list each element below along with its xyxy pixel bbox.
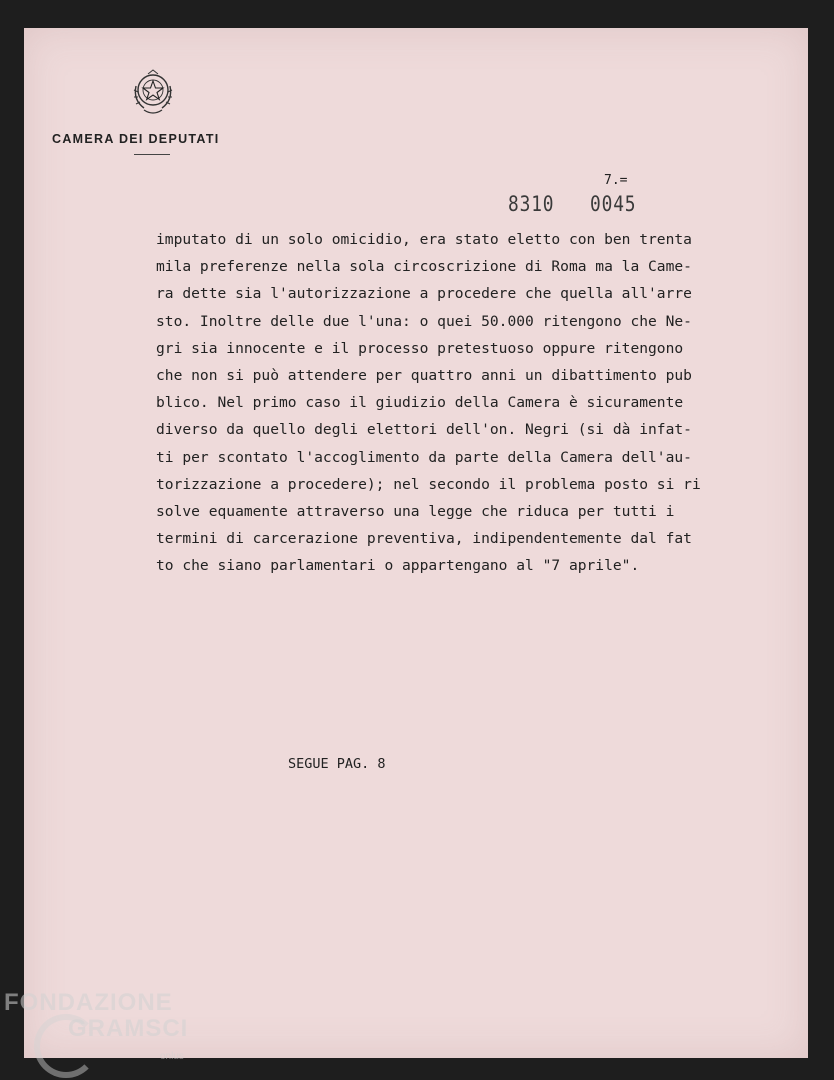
text-line: to che siano parlamentari o appartengano al "7 aprile". bbox=[156, 557, 640, 575]
text-line: ti per scontato l'accoglimento da parte della Camera dell'au- bbox=[156, 448, 692, 466]
body-text bbox=[156, 226, 736, 579]
text-line: ra dette sia l'autorizzazione a procedere che quella all'arre bbox=[156, 285, 692, 303]
italian-republic-emblem-icon bbox=[130, 66, 176, 120]
document-page bbox=[24, 28, 808, 1058]
archive-stamp-right: 0045 bbox=[590, 192, 637, 216]
text-line: termini di carcerazione preventiva, indipendentemente dal fat bbox=[156, 530, 692, 548]
archive-stamp-left: 8310 bbox=[508, 192, 555, 216]
text-line: gri sia innocente e il processo pretestuoso oppure ritengono bbox=[156, 339, 684, 357]
text-line: mila preferenze nella sola circoscrizione di Roma ma la Came- bbox=[156, 258, 692, 276]
watermark-line-1: FONDAZIONE bbox=[4, 989, 173, 1016]
foundation-watermark bbox=[4, 989, 189, 1062]
text-line: che non si può attendere per quattro anni un dibattimento pub bbox=[156, 366, 692, 384]
institution-title: CAMERA DEI DEPUTATI bbox=[52, 132, 220, 146]
text-line: solve equamente attraverso una legge che riduca per tutti i bbox=[156, 502, 675, 520]
text-line: imputato di un solo omicidio, era stato eletto con ben trenta bbox=[156, 231, 692, 248]
text-line: diverso da quello degli elettori dell'on. Negri (si dà infat- bbox=[156, 421, 692, 439]
watermark-line-3: onlus bbox=[160, 1051, 184, 1062]
continuation-note: SEGUE PAG. 8 bbox=[288, 756, 386, 772]
page-number: 7.= bbox=[604, 173, 628, 188]
text-line: blico. Nel primo caso il giudizio della Camera è sicuramente bbox=[156, 394, 684, 412]
title-underline bbox=[134, 154, 170, 157]
watermark-line-2: GRAMSCI bbox=[68, 1015, 189, 1042]
text-line: sto. Inoltre delle due l'una: o quei 50.000 ritengono che Ne- bbox=[156, 312, 692, 330]
text-line: torizzazione a procedere); nel secondo il problema posto si ri bbox=[156, 475, 701, 493]
watermark-logo-ring bbox=[34, 1014, 98, 1078]
